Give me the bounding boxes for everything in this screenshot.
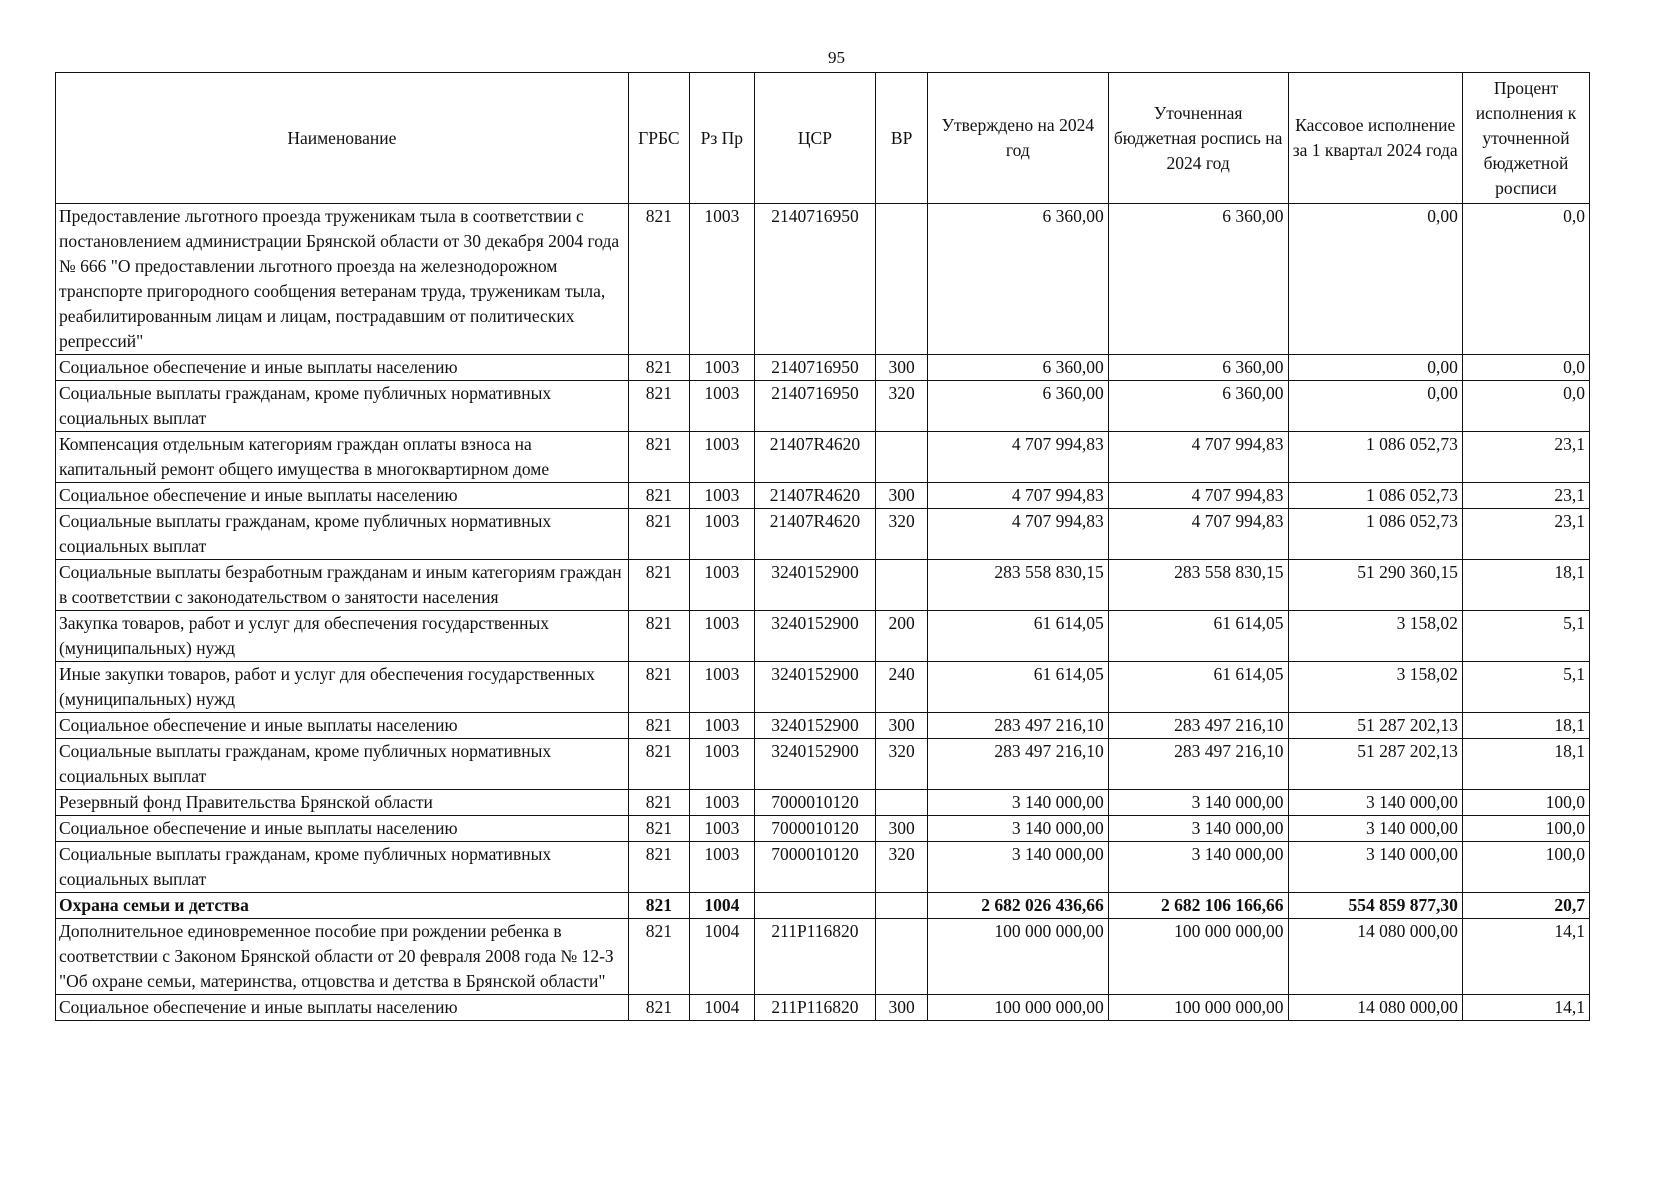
cell-rzpr: 1003 [690,355,755,381]
cell-refined: 100 000 000,00 [1108,919,1288,995]
cell-cash: 51 290 360,15 [1288,560,1462,611]
cell-percent: 18,1 [1462,713,1589,739]
cell-cash: 0,00 [1288,381,1462,432]
cell-rzpr: 1003 [690,842,755,893]
cell-percent: 18,1 [1462,739,1589,790]
cell-name: Социальные выплаты гражданам, кроме публичных нормативных социальных выплат [56,842,629,893]
cell-grbs: 821 [628,713,689,739]
table-row [56,560,1590,611]
cell-approved: 3 140 000,00 [927,842,1108,893]
cell-grbs: 821 [628,842,689,893]
cell-cash: 3 140 000,00 [1288,790,1462,816]
cell-rzpr: 1003 [690,509,755,560]
cell-cash: 3 158,02 [1288,662,1462,713]
cell-csr: 2140716950 [754,381,876,432]
table-row [56,816,1590,842]
cell-csr: 7000010120 [754,842,876,893]
cell-csr: 211P116820 [754,919,876,995]
cell-percent: 0,0 [1462,355,1589,381]
cell-approved: 3 140 000,00 [927,816,1108,842]
table-row [56,995,1590,1021]
cell-grbs: 821 [628,919,689,995]
cell-vr [876,560,928,611]
cell-percent: 5,1 [1462,662,1589,713]
cell-approved: 283 497 216,10 [927,739,1108,790]
cell-cash: 1 086 052,73 [1288,509,1462,560]
cell-approved: 4 707 994,83 [927,509,1108,560]
cell-grbs: 821 [628,662,689,713]
cell-refined: 61 614,05 [1108,662,1288,713]
cell-cash: 0,00 [1288,355,1462,381]
table-row [56,355,1590,381]
cell-percent: 100,0 [1462,790,1589,816]
cell-refined: 3 140 000,00 [1108,790,1288,816]
cell-percent: 14,1 [1462,995,1589,1021]
cell-csr: 3240152900 [754,611,876,662]
cell-grbs: 821 [628,355,689,381]
cell-name: Социальное обеспечение и иные выплаты населению [56,995,629,1021]
cell-percent: 100,0 [1462,816,1589,842]
budget-table [55,72,1590,1021]
cell-cash: 1 086 052,73 [1288,432,1462,483]
cell-rzpr: 1003 [690,662,755,713]
table-row [56,662,1590,713]
cell-name: Иные закупки товаров, работ и услуг для обеспечения государственных (муниципальных) нужд [56,662,629,713]
cell-vr [876,790,928,816]
cell-vr [876,893,928,919]
cell-rzpr: 1003 [690,560,755,611]
cell-cash: 51 287 202,13 [1288,713,1462,739]
cell-approved: 6 360,00 [927,381,1108,432]
cell-rzpr: 1003 [690,432,755,483]
cell-rzpr: 1003 [690,739,755,790]
cell-vr: 300 [876,483,928,509]
table-row [56,842,1590,893]
cell-name: Социальные выплаты гражданам, кроме публичных нормативных социальных выплат [56,381,629,432]
cell-approved: 4 707 994,83 [927,483,1108,509]
table-row [56,432,1590,483]
cell-percent: 23,1 [1462,509,1589,560]
cell-approved: 283 497 216,10 [927,713,1108,739]
cell-grbs: 821 [628,204,689,355]
cell-csr: 2140716950 [754,355,876,381]
cell-refined: 3 140 000,00 [1108,816,1288,842]
cell-name: Социальное обеспечение и иные выплаты населению [56,355,629,381]
header-cash: Кассовое исполнение за 1 квартал 2024 года [1288,73,1462,204]
cell-vr: 320 [876,381,928,432]
cell-refined: 283 558 830,15 [1108,560,1288,611]
cell-name: Резервный фонд Правительства Брянской области [56,790,629,816]
cell-rzpr: 1003 [690,204,755,355]
cell-vr: 320 [876,509,928,560]
cell-percent: 5,1 [1462,611,1589,662]
cell-grbs: 821 [628,381,689,432]
header-rzpr: Рз Пр [690,73,755,204]
table-row [56,893,1590,919]
page-number: 95 [828,48,845,67]
cell-grbs: 821 [628,739,689,790]
cell-approved: 283 558 830,15 [927,560,1108,611]
cell-percent: 23,1 [1462,483,1589,509]
cell-vr: 320 [876,842,928,893]
cell-vr: 300 [876,816,928,842]
cell-percent: 14,1 [1462,919,1589,995]
cell-grbs: 821 [628,995,689,1021]
cell-csr: 7000010120 [754,790,876,816]
table-row [56,919,1590,995]
cell-refined: 283 497 216,10 [1108,713,1288,739]
table-row [56,790,1590,816]
cell-grbs: 821 [628,560,689,611]
header-name: Наименование [56,73,629,204]
cell-refined: 6 360,00 [1108,355,1288,381]
cell-rzpr: 1004 [690,995,755,1021]
cell-approved: 2 682 026 436,66 [927,893,1108,919]
cell-rzpr: 1003 [690,611,755,662]
cell-rzpr: 1003 [690,816,755,842]
cell-approved: 61 614,05 [927,662,1108,713]
cell-percent: 0,0 [1462,204,1589,355]
cell-cash: 0,00 [1288,204,1462,355]
cell-cash: 3 158,02 [1288,611,1462,662]
cell-percent: 20,7 [1462,893,1589,919]
cell-rzpr: 1003 [690,381,755,432]
header-csr: ЦСР [754,73,876,204]
cell-approved: 100 000 000,00 [927,919,1108,995]
cell-refined: 4 707 994,83 [1108,432,1288,483]
budget-table-container [55,72,1590,1021]
cell-grbs: 821 [628,790,689,816]
cell-refined: 6 360,00 [1108,381,1288,432]
cell-name: Социальное обеспечение и иные выплаты населению [56,816,629,842]
cell-rzpr: 1004 [690,893,755,919]
cell-refined: 6 360,00 [1108,204,1288,355]
table-row [56,611,1590,662]
cell-name: Социальные выплаты безработным гражданам и иным категориям граждан в соответствии с законодательством о занятости населения [56,560,629,611]
cell-csr: 21407R4620 [754,483,876,509]
cell-refined: 100 000 000,00 [1108,995,1288,1021]
header-approved: Утверждено на 2024 год [927,73,1108,204]
cell-vr [876,432,928,483]
table-header-row [56,73,1590,204]
cell-approved: 100 000 000,00 [927,995,1108,1021]
cell-rzpr: 1003 [690,713,755,739]
cell-vr: 320 [876,739,928,790]
cell-grbs: 821 [628,893,689,919]
cell-refined: 4 707 994,83 [1108,509,1288,560]
cell-approved: 4 707 994,83 [927,432,1108,483]
cell-cash: 554 859 877,30 [1288,893,1462,919]
cell-grbs: 821 [628,432,689,483]
header-percent: Процент исполнения к уточненной бюджетной росписи [1462,73,1589,204]
cell-percent: 0,0 [1462,381,1589,432]
cell-csr: 21407R4620 [754,432,876,483]
cell-approved: 6 360,00 [927,204,1108,355]
cell-csr: 3240152900 [754,662,876,713]
table-row [56,509,1590,560]
cell-cash: 1 086 052,73 [1288,483,1462,509]
cell-vr [876,919,928,995]
cell-csr: 7000010120 [754,816,876,842]
cell-name: Социальное обеспечение и иные выплаты населению [56,483,629,509]
cell-name: Закупка товаров, работ и услуг для обеспечения государственных (муниципальных) нужд [56,611,629,662]
cell-name: Дополнительное единовременное пособие при рождении ребенка в соответствии с Законом Брянской области от 20 февраля 2008 года № 12-З "Об охране семьи, материнства, отцовства и детства в Брянской области" [56,919,629,995]
cell-name: Социальные выплаты гражданам, кроме публичных нормативных социальных выплат [56,739,629,790]
cell-approved: 61 614,05 [927,611,1108,662]
cell-grbs: 821 [628,816,689,842]
cell-csr: 2140716950 [754,204,876,355]
cell-percent: 18,1 [1462,560,1589,611]
header-vr: ВР [876,73,928,204]
cell-rzpr: 1004 [690,919,755,995]
cell-vr: 240 [876,662,928,713]
header-refined: Уточненная бюджетная роспись на 2024 год [1108,73,1288,204]
cell-cash: 14 080 000,00 [1288,919,1462,995]
cell-cash: 14 080 000,00 [1288,995,1462,1021]
cell-csr: 211P116820 [754,995,876,1021]
cell-percent: 23,1 [1462,432,1589,483]
cell-refined: 4 707 994,83 [1108,483,1288,509]
cell-grbs: 821 [628,611,689,662]
cell-name: Предоставление льготного проезда труженикам тыла в соответствии с постановлением администрации Брянской области от 30 декабря 2004 года № 666 "О предоставлении льготного проезда на железнодорожном транспорте пригородного сообщения ветеранам труда, труженикам тыла, реабилитированным лицам и лицам, пострадавшим от политических репрессий" [56,204,629,355]
cell-csr: 3240152900 [754,560,876,611]
header-grbs: ГРБС [628,73,689,204]
table-row [56,739,1590,790]
cell-cash: 51 287 202,13 [1288,739,1462,790]
cell-vr: 200 [876,611,928,662]
cell-vr: 300 [876,995,928,1021]
cell-name: Социальное обеспечение и иные выплаты населению [56,713,629,739]
table-body [56,204,1590,1021]
cell-csr: 21407R4620 [754,509,876,560]
cell-rzpr: 1003 [690,790,755,816]
cell-refined: 283 497 216,10 [1108,739,1288,790]
cell-vr: 300 [876,713,928,739]
table-row [56,713,1590,739]
cell-refined: 61 614,05 [1108,611,1288,662]
cell-refined: 2 682 106 166,66 [1108,893,1288,919]
cell-csr [754,893,876,919]
cell-grbs: 821 [628,483,689,509]
cell-name: Охрана семьи и детства [56,893,629,919]
cell-refined: 3 140 000,00 [1108,842,1288,893]
cell-vr [876,204,928,355]
table-row [56,483,1590,509]
cell-grbs: 821 [628,509,689,560]
cell-percent: 100,0 [1462,842,1589,893]
cell-vr: 300 [876,355,928,381]
cell-rzpr: 1003 [690,483,755,509]
cell-name: Компенсация отдельным категориям граждан оплаты взноса на капитальный ремонт общего имущества в многоквартирном доме [56,432,629,483]
cell-cash: 3 140 000,00 [1288,842,1462,893]
cell-name: Социальные выплаты гражданам, кроме публичных нормативных социальных выплат [56,509,629,560]
cell-csr: 3240152900 [754,713,876,739]
table-row [56,381,1590,432]
cell-cash: 3 140 000,00 [1288,816,1462,842]
cell-approved: 6 360,00 [927,355,1108,381]
table-row [56,204,1590,355]
cell-approved: 3 140 000,00 [927,790,1108,816]
cell-csr: 3240152900 [754,739,876,790]
